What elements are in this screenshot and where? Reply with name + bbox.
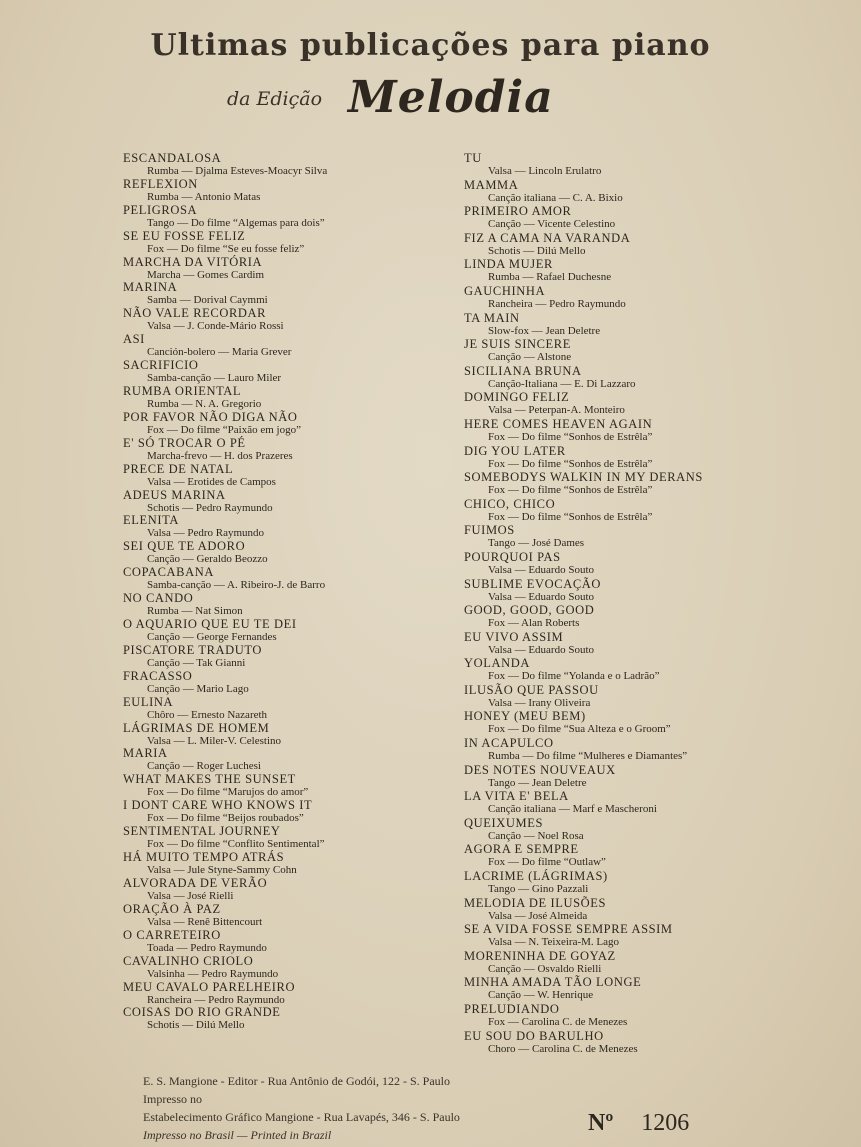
song-detail: Canção-Italiana — E. Di Lazzaro — [488, 377, 636, 390]
song-detail: Marcha-frevo — H. dos Prazeres — [147, 449, 293, 462]
song-detail: Valsa — Eduardo Souto — [488, 590, 595, 603]
list-item — [123, 618, 453, 644]
song-title: TA MAIN — [464, 310, 520, 325]
number-label: Nº — [588, 1110, 614, 1136]
song-detail: Samba — Dorival Caymmi — [147, 294, 268, 307]
list-item — [123, 411, 453, 437]
list-item — [464, 258, 794, 285]
song-detail: Rumba — Do filme “Mulheres e Diamantes” — [488, 750, 688, 763]
song-title: COPACABANA — [123, 565, 214, 580]
brand-logo: Melodia — [348, 72, 554, 123]
list-item — [123, 981, 453, 1007]
song-detail: Toada — Pedro Raymundo — [147, 941, 267, 954]
list-item — [123, 799, 453, 825]
song-detail: Rumba — Djalma Esteves-Moacyr Silva — [147, 165, 328, 177]
song-title: SE EU FOSSE FELIZ — [123, 228, 246, 243]
song-detail: Fox — Do filme “Se eu fosse feliz” — [147, 242, 305, 255]
song-detail: Tango — José Dames — [488, 537, 585, 550]
list-item — [123, 281, 453, 307]
song-title: ILUSÃO QUE PASSOU — [464, 682, 599, 697]
list-item — [464, 498, 794, 525]
song-detail: Valsa — José Rielli — [147, 889, 234, 902]
song-title: EU VIVO ASSIM — [464, 629, 564, 644]
song-detail: Valsa — Pedro Raymundo — [147, 527, 265, 540]
song-title: EULINA — [123, 694, 174, 709]
song-title: SENTIMENTAL JOURNEY — [123, 824, 281, 839]
list-item — [123, 851, 453, 877]
list-item — [123, 333, 453, 359]
song-title: EU SOU DO BARULHO — [464, 1028, 604, 1043]
song-detail: Tango — Gino Pazzali — [488, 883, 589, 896]
page-title: Ultimas publicações para piano — [150, 28, 711, 63]
list-item — [123, 204, 453, 230]
song-title: IN ACAPULCO — [464, 736, 554, 751]
song-detail: Valsa — Irany Oliveira — [488, 696, 591, 709]
song-title: DIG YOU LATER — [464, 443, 566, 458]
list-item — [123, 514, 453, 540]
left-column — [123, 152, 453, 1032]
song-detail: Canção — Noel Rosa — [488, 829, 584, 842]
list-item — [464, 870, 794, 897]
song-detail: Tango — Jean Deletre — [488, 776, 587, 789]
song-detail: Fox — Do filme “Conflito Sentimental” — [147, 838, 325, 851]
list-item — [464, 285, 794, 312]
song-title: SE A VIDA FOSSE SEMPRE ASSIM — [464, 922, 673, 937]
list-item — [123, 877, 453, 903]
song-title: LINDA MUJER — [464, 257, 553, 272]
list-item — [464, 205, 794, 232]
song-detail: Fox — Do filme “Sonhos de Estrêla” — [488, 510, 653, 523]
song-title: PRELUDIANDO — [464, 1002, 560, 1016]
list-item — [464, 524, 794, 551]
song-title: LACRIME (LÁGRIMAS) — [464, 869, 608, 884]
list-item — [123, 489, 453, 515]
song-title: FRACASSO — [123, 668, 193, 683]
song-title: TU — [464, 151, 482, 165]
song-detail: Canção — Roger Luchesi — [147, 760, 261, 773]
song-title: ALVORADA DE VERÃO — [123, 875, 268, 890]
song-title: MARINA — [123, 280, 178, 295]
song-detail: Canção — George Fernandes — [147, 631, 277, 644]
printed-line: Impresso no — [143, 1092, 202, 1106]
list-item — [464, 418, 794, 445]
song-detail: Rancheira — Pedro Raymundo — [147, 993, 285, 1006]
list-item — [464, 631, 794, 658]
song-detail: Valsa — Renê Bittencourt — [147, 915, 263, 928]
song-title: FIZ A CAMA NA VARANDA — [464, 230, 631, 245]
song-detail: Canção italiana — C. A. Bixio — [488, 191, 623, 204]
song-title: CHICO, CHICO — [464, 496, 556, 511]
song-detail: Valsa — Eduardo Souto — [488, 563, 595, 576]
song-detail: Slow-fox — Jean Deletre — [488, 324, 601, 337]
song-title: CAVALINHO CRIOLO — [123, 953, 254, 968]
song-detail: Canção — Geraldo Beozzo — [147, 553, 268, 566]
list-item — [464, 578, 794, 605]
song-title: ASI — [123, 332, 145, 347]
song-title: PISCATORE TRADUTO — [123, 642, 263, 657]
song-detail: Rumba — N. A. Gregorio — [147, 398, 262, 411]
song-detail: Canção — Mario Lago — [147, 682, 249, 695]
song-detail: Marcha — Gomes Cardim — [147, 268, 264, 281]
catalog-number — [588, 1110, 689, 1137]
song-title: ESCANDALOSA — [123, 151, 222, 165]
publisher-line: E. S. Mangione - Editor - Rua Antônio de Godói, 122 - S. Paulo — [143, 1074, 450, 1088]
song-detail: Samba-canção — Lauro Miler — [147, 372, 282, 385]
list-item — [464, 551, 794, 578]
song-title: O CARRETEIRO — [123, 927, 221, 942]
song-title: DOMINGO FELIZ — [464, 390, 570, 405]
song-detail: Canção — Tak Gianni — [147, 656, 246, 669]
song-detail: Valsa — N. Teixeira-M. Lago — [488, 936, 619, 949]
song-detail: Rumba — Nat Simon — [147, 605, 243, 618]
song-detail: Rumba — Antonio Matas — [147, 190, 261, 203]
song-detail: Schotis — Dilú Mello — [147, 1019, 245, 1032]
song-detail: Valsa — Jule Styne-Sammy Cohn — [147, 864, 297, 877]
list-item — [464, 710, 794, 737]
song-detail: Fox — Do filme “Outlaw” — [488, 856, 606, 869]
list-item — [123, 385, 453, 411]
song-title: COISAS DO RIO GRANDE — [123, 1005, 281, 1020]
song-detail: Valsa — Erotides de Campos — [147, 475, 276, 488]
list-item — [464, 1003, 794, 1030]
song-title: RUMBA ORIENTAL — [123, 384, 242, 399]
song-title: MELODIA DE ILUSÕES — [464, 895, 607, 910]
list-item — [123, 903, 453, 929]
list-item — [123, 256, 453, 282]
list-item — [123, 566, 453, 592]
song-detail: Valsinha — Pedro Raymundo — [147, 967, 279, 980]
list-item — [123, 540, 453, 566]
list-item — [464, 365, 794, 392]
song-title: NÃO VALE RECORDAR — [123, 306, 267, 321]
song-detail: Fox — Do filme “Paixão em jogo” — [147, 423, 301, 436]
song-detail: Fox — Do filme “Yolanda e o Ladrão” — [488, 670, 660, 683]
list-item — [123, 747, 453, 773]
song-title: E' SÓ TROCAR O PÉ — [123, 435, 246, 450]
list-item — [123, 152, 453, 178]
list-item — [464, 657, 794, 684]
song-detail: Fox — Do filme “Marujos do amor” — [147, 786, 309, 799]
song-title: YOLANDA — [464, 656, 530, 671]
song-title: WHAT MAKES THE SUNSET — [123, 772, 296, 787]
song-detail: Valsa — Lincoln Erulatro — [488, 165, 602, 177]
song-title: GAUCHINHA — [464, 283, 546, 298]
number-value: 1206 — [641, 1110, 690, 1136]
song-title: PELIGROSA — [123, 202, 198, 217]
song-detail: Canción-bolero — Maria Grever — [147, 346, 292, 359]
song-detail: Fox — Do filme “Sonhos de Estrêla” — [488, 484, 653, 497]
song-detail: Fox — Do filme “Sonhos de Estrêla” — [488, 430, 653, 443]
song-title: SEI QUE TE ADORO — [123, 539, 246, 554]
song-title: AGORA E SEMPRE — [464, 842, 579, 857]
song-detail: Valsa — Peterpan-A. Monteiro — [488, 404, 625, 417]
song-title: NO CANDO — [123, 591, 194, 606]
song-detail: Chôro — Ernesto Nazareth — [147, 708, 268, 721]
song-title: ADEUS MARINA — [123, 487, 226, 502]
list-item — [123, 929, 453, 955]
song-title: REFLEXION — [123, 176, 198, 191]
list-item — [464, 445, 794, 472]
list-item — [464, 684, 794, 711]
list-item — [123, 670, 453, 696]
list-item — [464, 790, 794, 817]
song-detail: Canção — W. Henrique — [488, 989, 594, 1002]
made-in-line: Impresso no Brasil — Printed in Brazil — [143, 1128, 332, 1142]
song-detail: Rancheira — Pedro Raymundo — [488, 297, 626, 310]
song-title: LÁGRIMAS DE HOMEM — [123, 720, 270, 735]
song-detail: Fox — Carolina C. de Menezes — [488, 1016, 628, 1028]
song-detail: Samba-canção — A. Ribeiro-J. de Barro — [147, 579, 326, 592]
song-title: O AQUARIO QUE EU TE DEI — [123, 617, 297, 632]
song-detail: Valsa — José Almeida — [488, 909, 588, 922]
list-item — [123, 463, 453, 489]
list-item — [464, 604, 794, 631]
song-detail: Fox — Alan Roberts — [488, 617, 580, 630]
list-item — [123, 178, 453, 204]
edition-label: da Edição — [227, 88, 323, 110]
song-title: ORAÇÃO À PAZ — [123, 901, 221, 916]
song-detail: Canção italiana — Marf e Mascheroni — [488, 803, 657, 816]
song-title: PRIMEIRO AMOR — [464, 204, 572, 219]
list-item — [123, 307, 453, 333]
song-detail: Canção — Alstone — [488, 351, 572, 364]
song-title: MINHA AMADA TÃO LONGE — [464, 975, 642, 990]
song-detail: Canção — Vicente Celestino — [488, 218, 616, 231]
list-item — [123, 825, 453, 851]
list-item — [123, 359, 453, 385]
list-item — [464, 471, 794, 498]
song-detail: Valsa — Eduardo Souto — [488, 643, 595, 656]
list-item — [123, 722, 453, 748]
song-detail: Schotis — Pedro Raymundo — [147, 501, 273, 514]
list-item — [464, 179, 794, 206]
song-detail: Fox — Do filme “Sonhos de Estrêla” — [488, 457, 653, 470]
list-item — [123, 955, 453, 981]
list-item — [123, 696, 453, 722]
list-item — [464, 232, 794, 259]
song-title: MARIA — [123, 746, 168, 761]
song-detail: Schotis — Dilú Mello — [488, 244, 586, 257]
list-item — [464, 312, 794, 339]
song-title: MAMMA — [464, 177, 519, 192]
list-item — [464, 843, 794, 870]
song-title: LA VITA E' BELA — [464, 789, 569, 804]
song-title: POURQUOI PAS — [464, 549, 561, 564]
song-title: GOOD, GOOD, GOOD — [464, 603, 595, 618]
song-title: QUEIXUMES — [464, 815, 544, 830]
song-detail: Fox — Do filme “Sua Alteza e o Groom” — [488, 723, 671, 736]
song-title: MARCHA DA VITÓRIA — [123, 254, 263, 269]
list-item — [464, 737, 794, 764]
establishment-line: Estabelecimento Gráfico Mangione - Rua Lavapés, 346 - S. Paulo — [143, 1110, 460, 1124]
song-title: SICILIANA BRUNA — [464, 363, 582, 378]
list-item — [464, 897, 794, 924]
list-item — [464, 817, 794, 844]
song-detail: Fox — Do filme “Beijos roubados” — [147, 812, 304, 825]
list-item — [123, 1006, 453, 1032]
list-item — [123, 230, 453, 256]
list-item — [464, 976, 794, 1003]
list-item — [123, 592, 453, 618]
song-title: HONEY (MEU BEM) — [464, 709, 586, 724]
song-title: POR FAVOR NÃO DIGA NÃO — [123, 409, 298, 424]
song-title: ELENITA — [123, 513, 179, 528]
list-item — [123, 773, 453, 799]
list-item — [464, 391, 794, 418]
song-detail: Valsa — J. Conde-Mário Rossi — [147, 320, 284, 333]
song-title: HERE COMES HEAVEN AGAIN — [464, 416, 653, 431]
list-item — [123, 644, 453, 670]
list-item — [464, 338, 794, 365]
song-title: SOMEBODYS WALKIN IN MY DERANS — [464, 470, 703, 485]
song-detail: Canção — Osvaldo Rielli — [488, 962, 602, 975]
list-item — [464, 1030, 794, 1057]
song-detail: Tango — Do filme “Algemas para dois” — [147, 216, 325, 229]
song-title: HÁ MUITO TEMPO ATRÁS — [123, 850, 285, 865]
song-title: SUBLIME EVOCAÇÃO — [464, 576, 602, 591]
list-item — [464, 152, 794, 179]
song-title: SACRIFICIO — [123, 358, 199, 373]
song-detail: Rumba — Rafael Duchesne — [488, 271, 612, 284]
song-title: DES NOTES NOUVEAUX — [464, 762, 616, 777]
list-item — [464, 923, 794, 950]
list-item — [464, 764, 794, 791]
song-title: PRECE DE NATAL — [123, 461, 234, 476]
list-item — [464, 950, 794, 977]
song-detail: Choro — Carolina C. de Menezes — [488, 1042, 638, 1055]
list-item — [123, 437, 453, 463]
song-title: MORENINHA DE GOYAZ — [464, 948, 616, 963]
song-detail: Valsa — L. Miler-V. Celestino — [147, 734, 282, 747]
song-title: JE SUIS SINCERE — [464, 337, 571, 352]
song-title: I DONT CARE WHO KNOWS IT — [123, 798, 313, 813]
right-column — [464, 152, 794, 1056]
song-title: FUIMOS — [464, 523, 515, 538]
song-title: MEU CAVALO PARELHEIRO — [123, 979, 296, 994]
